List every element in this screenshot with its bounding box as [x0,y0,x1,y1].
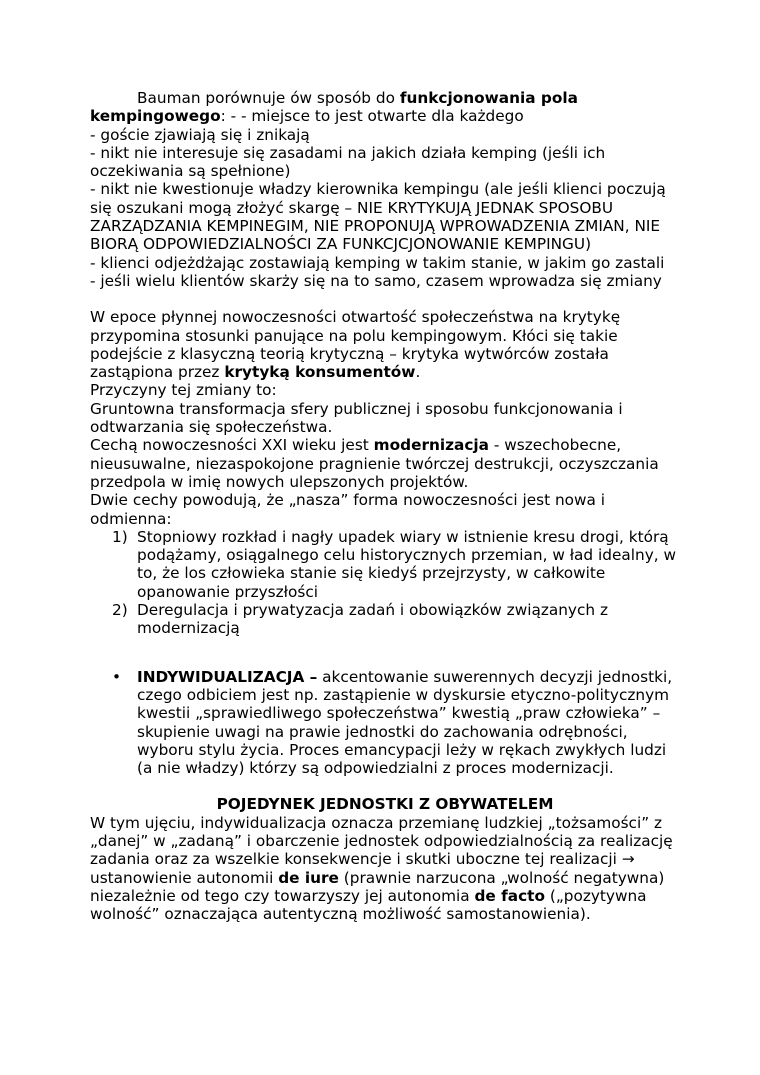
causes-label: Przyczyny tej zmiany to: [90,381,277,400]
bullet-icon: • [112,667,122,686]
para2-bold: krytyką konsumentów [224,363,416,382]
item-text: Stopniowy rozkład i nagły upadek wiary w istnienie kresu drogi, którą podążamy, osiągalnego celu historycznych przemian, w ład idealny, w to, że los człowieka stanie się kiedyś przejrzysty, w całkowite opanowanie przyszłości [137,527,676,601]
dash-item: - nikt nie interesuje się zasadami na jakich działa kemping (jeśli ich oczekiwania są spełnione) [90,143,606,181]
bullet-bold: INDYWIDUALIZACJA – [137,667,318,686]
de-facto: de facto [474,886,545,905]
bullet-individualization [90,668,680,778]
modern-bold: modernizacja [373,436,489,455]
final-p1: W tym ujęciu, indywidualizacja oznacza przemianę ludzkiej „tożsamości” z „danej” w „zadaną” i obarczenie jednostek odpowiedzialnością za realizację zadania oraz za wszelkie konsekwencje i skutki uboczne tej realizacji [90,813,673,869]
modern-post: - wszechobecne, nieusuwalne, niezaspokojone pragnienie twórczej destrukcji, oczyszczania przedpola w imię nowych ulepszonych projektów. [90,436,659,491]
para1-bold: funkcjonowania pola kempingowego [90,89,578,126]
item-text: Deregulacja i prywatyzacja zadań i obowiązków związanych z modernizacją [137,601,608,638]
document-page [90,89,680,923]
item-number: 2) [112,601,128,620]
para1-intro: Bauman porównuje ów sposób do [137,89,400,107]
item-number: 1) [112,527,128,546]
arrow-icon: → [621,850,635,869]
two-features: Dwie cechy powodują, że „nasza” forma nowoczesności jest nowa i odmienna: [90,491,605,528]
spacer [90,777,680,795]
dash-item: - klienci odjeżdżając zostawiają kemping w takim stanie, w jakim go zastali [90,253,665,272]
section-heading: POJEDYNEK JEDNOSTKI Z OBYWATELEM [216,795,554,814]
para2-end: . [415,363,421,382]
paragraph-modernization [90,436,680,491]
spacer [90,638,680,656]
final-p3: (prawnie narzucona „wolność negatywna) niezależnie od tego czy towarzyszy jej autonomia [90,868,665,905]
para2-text: W epoce płynnej nowoczesności otwartość społeczeństwa na krytykę przypomina stosunki panujące na polu kempingowym. Kłóci się takie podejście z klasyczną teorią krytyczną – krytyka wytwórców została zastąpiona przez [90,308,621,382]
paragraph-liquid-modernity [90,308,680,381]
spacer [90,290,680,308]
numbered-list [90,528,680,638]
numbered-item [90,601,680,638]
dash-item: - jeśli wielu klientów skarży się na to samo, czasem wprowadza się zmiany [90,271,662,290]
paragraph-bauman [90,89,680,126]
final-p4: („pozytywna wolność” oznaczająca autentyczną możliwość samostanowienia). [90,886,647,924]
numbered-item [90,528,680,601]
paragraph-final [90,814,680,924]
final-p2: ustanowienie autonomii [90,868,279,887]
dash-item: - nikt nie kwestionuje władzy kierownika kempingu (ale jeśli klienci poczują się oszukani mogą złożyć skargę – NIE KRYTYKUJĄ JEDNAK SPOSOBU ZARZĄDZANIA KEMPINEGIM, NIE PROPONUJĄ WPROWADZENIA ZMIAN, NIE BIORĄ ODPOWIEDZIALNOŚCI ZA FUNKCJCJONOWANIE KEMPINGU) [90,180,666,254]
spacer [90,656,680,668]
dash-item: - goście zjawiają się i znikają [90,125,310,144]
para1-rest: : - - miejsce to jest otwarte dla każdego [220,107,524,126]
modern-pre: Cechą nowoczesności XXI wieku jest [90,436,374,455]
cause-text: Gruntowna transformacja sfery publicznej i sposobu funkcjonowania i odtwarzania się społeczeństwa. [90,399,623,437]
bullet-text: akcentowanie suwerennych decyzji jednostki, czego odbiciem jest np. zastąpienie w dyskursie etyczno-politycznym kwestii „sprawiedliwego społeczeństwa” kwestią „praw człowieka” – skupienie uwagi na prawie jednostki do zachowania odrębności, wyboru stylu życia. Proces emancypacji leży w rękach zwykłych ludzi (a nie władzy) którzy są odpowiedzialni z proces modernizacji. [137,667,673,778]
de-iure: de iure [278,868,339,887]
